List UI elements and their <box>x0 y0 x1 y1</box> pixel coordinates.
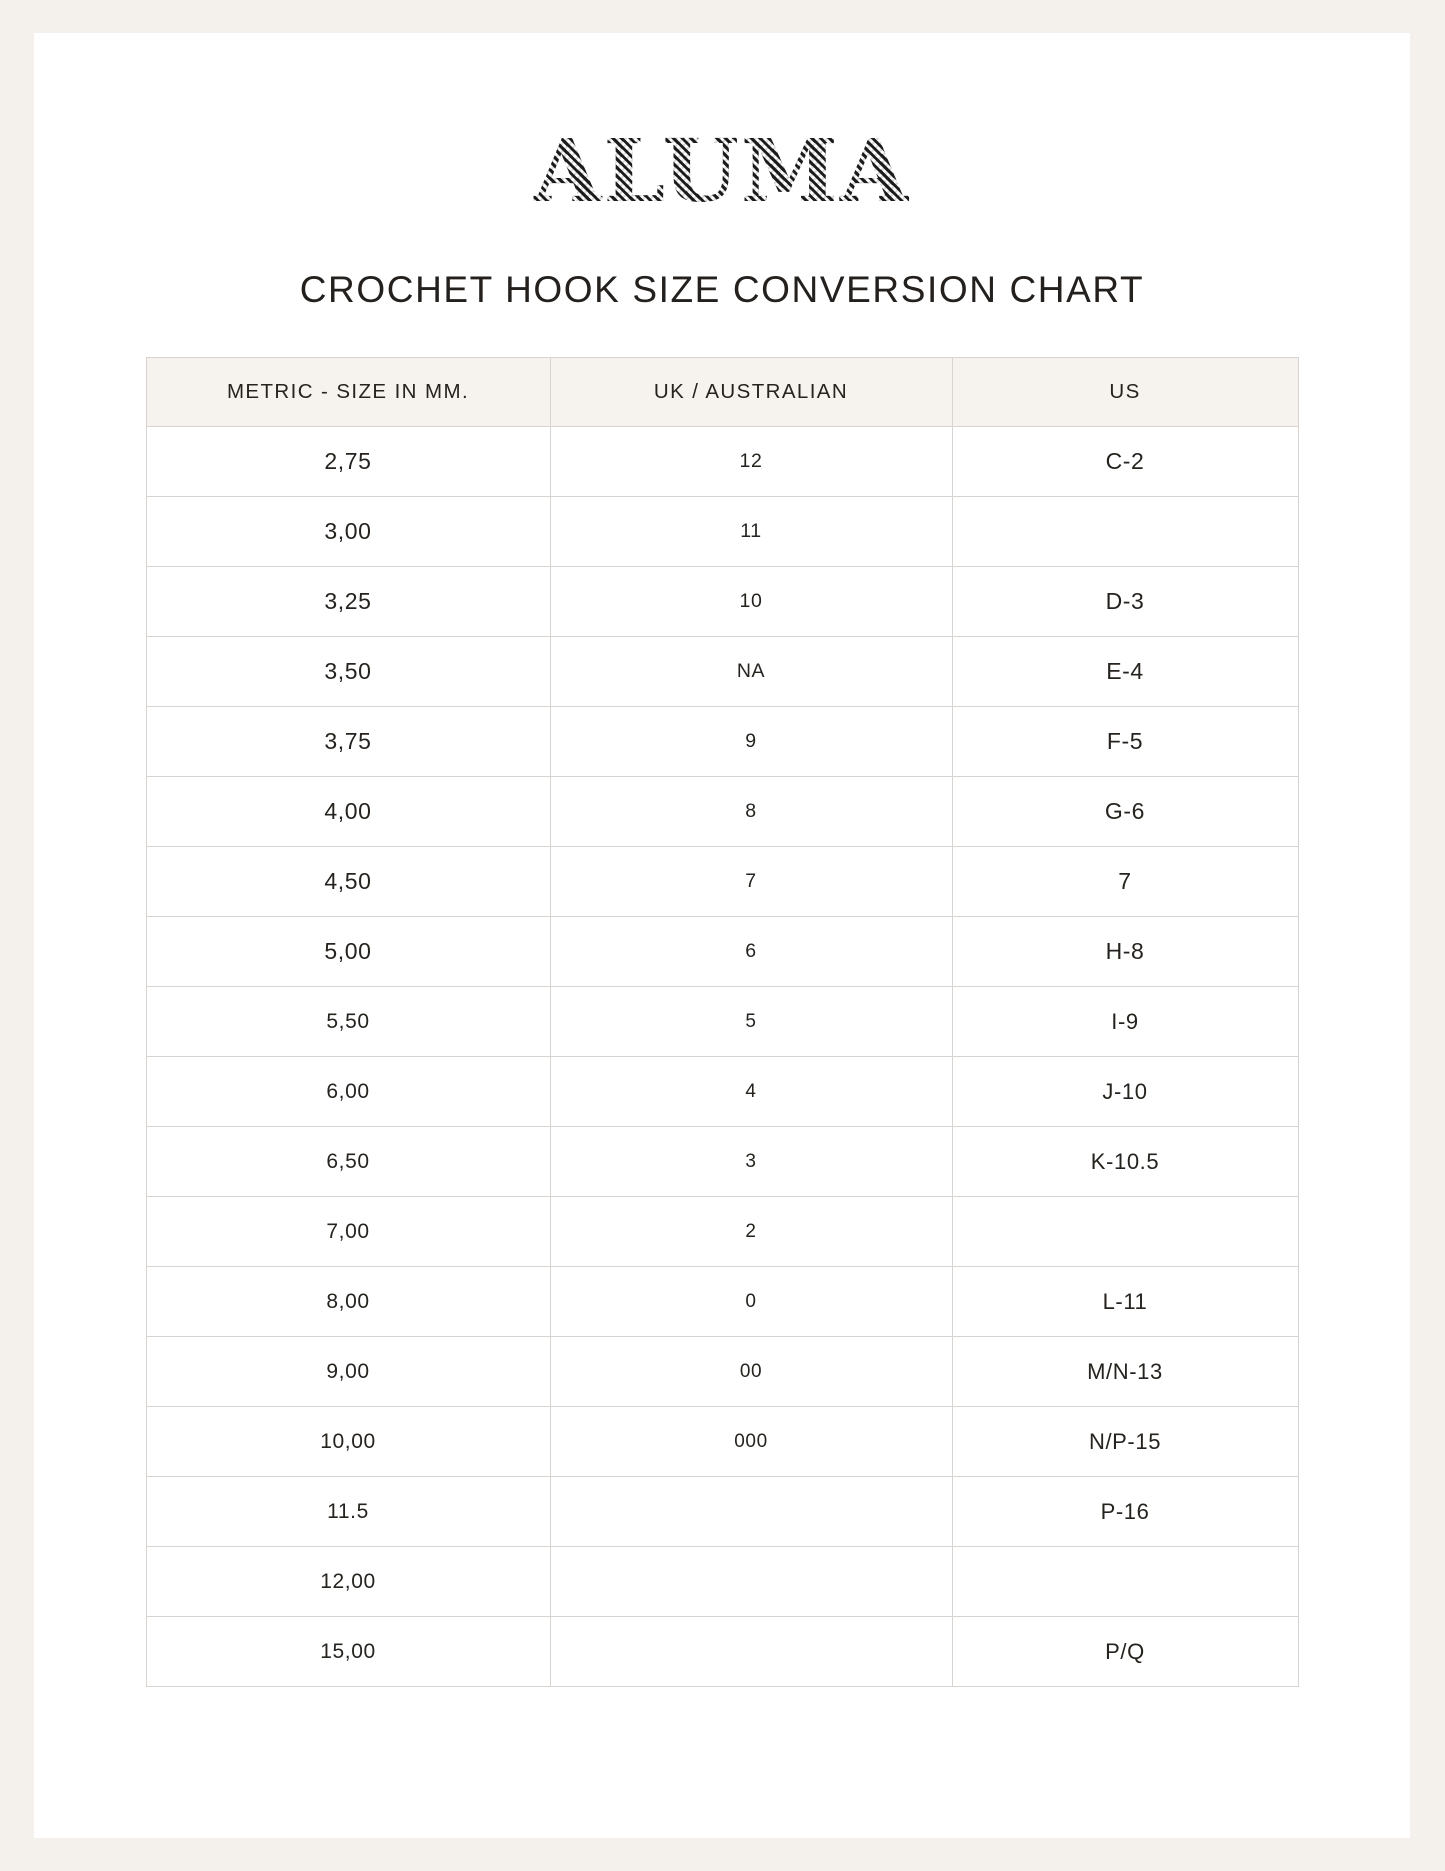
cell-metric: 3,50 <box>146 637 550 707</box>
cell-us: C-2 <box>952 427 1298 497</box>
cell-us: E-4 <box>952 637 1298 707</box>
cell-metric: 6,50 <box>146 1127 550 1197</box>
table-row <box>146 1547 1298 1617</box>
cell-uk <box>550 1547 952 1617</box>
cell-us: P-16 <box>952 1477 1298 1547</box>
brand-logo-text: ALUMA <box>533 121 911 222</box>
column-header-uk-australian: UK / AUSTRALIAN <box>550 358 952 427</box>
cell-us: 7 <box>952 847 1298 917</box>
cell-uk: 6 <box>550 917 952 987</box>
table-row <box>146 777 1298 847</box>
cell-uk <box>550 1617 952 1687</box>
cell-metric: 4,50 <box>146 847 550 917</box>
cell-metric: 3,75 <box>146 707 550 777</box>
cell-metric: 15,00 <box>146 1617 550 1687</box>
cell-metric: 9,00 <box>146 1337 550 1407</box>
table-row <box>146 1477 1298 1547</box>
column-header-metric: METRIC - SIZE IN MM. <box>146 358 550 427</box>
table-row <box>146 707 1298 777</box>
cell-uk: 000 <box>550 1407 952 1477</box>
cell-uk: 9 <box>550 707 952 777</box>
brand-logo <box>34 121 1410 222</box>
cell-uk <box>550 1477 952 1547</box>
table-row <box>146 987 1298 1057</box>
cell-us: D-3 <box>952 567 1298 637</box>
cell-uk: 4 <box>550 1057 952 1127</box>
cell-us: P/Q <box>952 1617 1298 1687</box>
cell-uk: 11 <box>550 497 952 567</box>
table-header <box>146 358 1298 427</box>
cell-us: L-11 <box>952 1267 1298 1337</box>
cell-metric: 5,00 <box>146 917 550 987</box>
cell-metric: 4,00 <box>146 777 550 847</box>
cell-us <box>952 497 1298 567</box>
table-row <box>146 427 1298 497</box>
cell-metric: 10,00 <box>146 1407 550 1477</box>
cell-uk: 12 <box>550 427 952 497</box>
table-row <box>146 1617 1298 1687</box>
table-row <box>146 1197 1298 1267</box>
table-row <box>146 1267 1298 1337</box>
table-row <box>146 567 1298 637</box>
table-row <box>146 1337 1298 1407</box>
cell-uk: 8 <box>550 777 952 847</box>
cell-us: G-6 <box>952 777 1298 847</box>
cell-metric: 2,75 <box>146 427 550 497</box>
table-row <box>146 1127 1298 1197</box>
cell-uk: 5 <box>550 987 952 1057</box>
cell-us <box>952 1197 1298 1267</box>
document-sheet <box>34 33 1410 1838</box>
cell-metric: 12,00 <box>146 1547 550 1617</box>
table-row <box>146 917 1298 987</box>
cell-metric: 3,25 <box>146 567 550 637</box>
cell-metric: 5,50 <box>146 987 550 1057</box>
table-row <box>146 497 1298 567</box>
cell-uk: NA <box>550 637 952 707</box>
cell-uk: 7 <box>550 847 952 917</box>
conversion-table <box>146 357 1299 1687</box>
cell-us <box>952 1547 1298 1617</box>
cell-uk: 3 <box>550 1127 952 1197</box>
cell-us: M/N-13 <box>952 1337 1298 1407</box>
cell-metric: 8,00 <box>146 1267 550 1337</box>
cell-uk: 0 <box>550 1267 952 1337</box>
cell-metric: 6,00 <box>146 1057 550 1127</box>
column-header-us: US <box>952 358 1298 427</box>
cell-metric: 7,00 <box>146 1197 550 1267</box>
cell-uk: 2 <box>550 1197 952 1267</box>
cell-us: F-5 <box>952 707 1298 777</box>
table-row <box>146 1057 1298 1127</box>
cell-us: K-10.5 <box>952 1127 1298 1197</box>
cell-metric: 11.5 <box>146 1477 550 1547</box>
cell-us: N/P-15 <box>952 1407 1298 1477</box>
table-row <box>146 637 1298 707</box>
cell-us: I-9 <box>952 987 1298 1057</box>
cell-uk: 10 <box>550 567 952 637</box>
cell-uk: 00 <box>550 1337 952 1407</box>
cell-us: J-10 <box>952 1057 1298 1127</box>
table-header-row <box>146 358 1298 427</box>
table-body <box>146 427 1298 1687</box>
cell-metric: 3,00 <box>146 497 550 567</box>
table-row <box>146 847 1298 917</box>
table-row <box>146 1407 1298 1477</box>
page-title: CROCHET HOOK SIZE CONVERSION CHART <box>299 269 1145 310</box>
cell-us: H-8 <box>952 917 1298 987</box>
